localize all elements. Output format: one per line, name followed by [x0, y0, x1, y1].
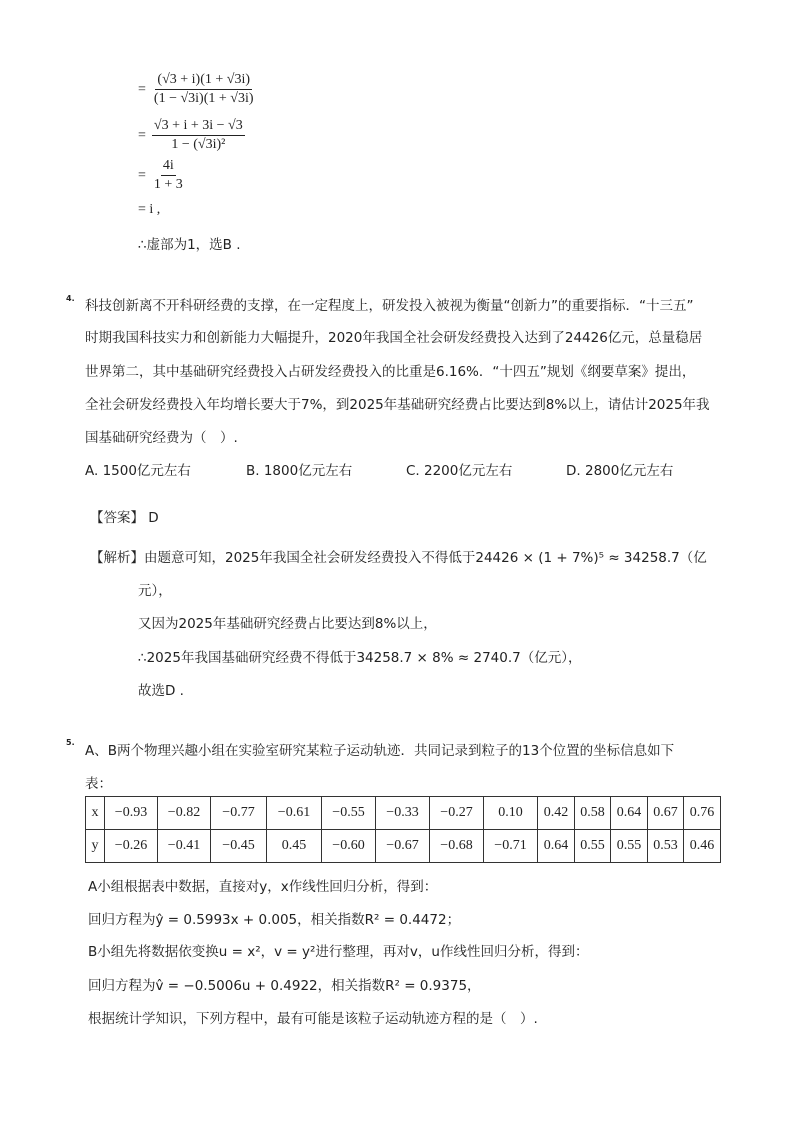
- option-b: B. 1800亿元左右: [246, 463, 353, 479]
- solution-conclusion: ∴虚部为1，选B .: [138, 237, 241, 253]
- table-cell: 0.46: [684, 830, 721, 863]
- table-cell: −0.61: [267, 797, 322, 830]
- question-number: 5.: [66, 738, 75, 747]
- table-cell: −0.41: [158, 830, 211, 863]
- table-cell: 0.55: [575, 830, 611, 863]
- table-cell: −0.26: [105, 830, 158, 863]
- analysis-label: 【解析】: [90, 550, 144, 566]
- analysis-line: 故选D .: [138, 683, 184, 699]
- table-cell: −0.33: [376, 797, 430, 830]
- answer: [90, 506, 159, 526]
- question-text-line: 全社会研发经费投入年均增长要大于7%，到2025年基础研究经费占比要达到8%以上，请估计2025年我: [85, 397, 710, 413]
- table-cell: −0.55: [322, 797, 376, 830]
- numerator: 4i: [161, 158, 176, 176]
- equation-step-3: [138, 158, 185, 193]
- table-row-y: [86, 830, 721, 863]
- question-text-line: A小组根据表中数据，直接对y，x作线性回归分析，得到：: [88, 879, 438, 895]
- fraction: [152, 72, 256, 107]
- table-cell: 0.76: [684, 797, 721, 830]
- question-text-line: 科技创新离不开科研经费的支撑，在一定程度上，研发投入被视为衡量“创新力”的重要指标．“十三五”: [85, 298, 694, 314]
- table-cell: −0.67: [376, 830, 430, 863]
- equals-sign: =: [138, 167, 146, 183]
- question-number: 4.: [66, 294, 75, 303]
- denominator: (1 − √3i)(1 + √3i): [153, 91, 254, 106]
- question-text-line: 表：: [85, 776, 112, 792]
- analysis-line: ∴2025年我国基础研究经费不得低于34258.7 × 8% ≈ 2740.7（亿元），: [138, 650, 582, 666]
- equation-step-2: [138, 118, 245, 153]
- option-c: C. 2200亿元左右: [406, 463, 513, 479]
- option-a: A. 1500亿元左右: [85, 463, 191, 479]
- analysis-line: 元），: [138, 583, 172, 599]
- table-cell: 0.64: [538, 830, 575, 863]
- table-cell: 0.53: [648, 830, 684, 863]
- equation-step-4: = i ,: [138, 202, 161, 217]
- table-cell: 0.67: [648, 797, 684, 830]
- answer-value: D: [148, 510, 159, 526]
- question-text-line: 国基础研究经费为（ ）.: [85, 430, 238, 446]
- table-cell: 0.42: [538, 797, 575, 830]
- table-cell: −0.82: [158, 797, 211, 830]
- question-text-line: A、B两个物理兴趣小组在实验室研究某粒子运动轨迹．共同记录到粒子的13个位置的坐标信息如下: [85, 743, 675, 759]
- denominator: 1 − (√3i)²: [171, 137, 226, 152]
- analysis-text: 由题意可知，2025年我国全社会研发经费投入不得低于24426 × (1 + 7%)⁵ ≈ 34258.7（亿: [144, 550, 707, 566]
- equals-sign: =: [138, 127, 146, 143]
- analysis-line: [90, 546, 707, 566]
- table-cell: −0.60: [322, 830, 376, 863]
- table-cell: −0.71: [484, 830, 538, 863]
- table-cell: 0.55: [611, 830, 648, 863]
- option-d: D. 2800亿元左右: [566, 463, 674, 479]
- equals-sign: =: [138, 81, 146, 97]
- question-text-line: 时期我国科技实力和创新能力大幅提升，2020年我国全社会研发经费投入达到了24426亿元，总量稳居: [85, 330, 703, 346]
- question-text-line: B小组先将数据依变换u = x²，v = y²进行整理，再对v，u作线性回归分析，得到：: [88, 944, 589, 960]
- table-cell: 0.45: [267, 830, 322, 863]
- numerator: (√3 + i)(1 + √3i): [155, 72, 252, 90]
- table-cell: −0.77: [211, 797, 267, 830]
- analysis-line: 又因为2025年基础研究经费占比要达到8%以上，: [138, 616, 437, 632]
- question-text-line: 世界第二，其中基础研究经费投入占研发经费投入的比重是6.16%．“十四五”规划《纲要草案》提出，: [85, 364, 696, 380]
- answer-label: 【答案】: [90, 510, 144, 526]
- table-cell: 0.58: [575, 797, 611, 830]
- table-cell: −0.68: [430, 830, 484, 863]
- table-cell: −0.45: [211, 830, 267, 863]
- fraction: [152, 118, 245, 153]
- row-label: y: [86, 830, 105, 863]
- denominator: 1 + 3: [153, 177, 183, 192]
- table-row-x: [86, 797, 721, 830]
- fraction: [152, 158, 185, 193]
- table-cell: −0.93: [105, 797, 158, 830]
- table-cell: 0.64: [611, 797, 648, 830]
- table-cell: −0.27: [430, 797, 484, 830]
- numerator: √3 + i + 3i − √3: [152, 118, 245, 136]
- table-cell: 0.10: [484, 797, 538, 830]
- question-text-line: 回归方程为v̂ = −0.5006u + 0.4922，相关指数R² = 0.9375，: [88, 978, 481, 994]
- row-label: x: [86, 797, 105, 830]
- coordinate-table: [85, 796, 721, 863]
- question-text-line: 根据统计学知识，下列方程中，最有可能是该粒子运动轨迹方程的是（ ）.: [88, 1011, 538, 1027]
- equation-step-1: [138, 72, 256, 107]
- question-text-line: 回归方程为ŷ = 0.5993x + 0.005，相关指数R² = 0.4472；: [88, 912, 461, 928]
